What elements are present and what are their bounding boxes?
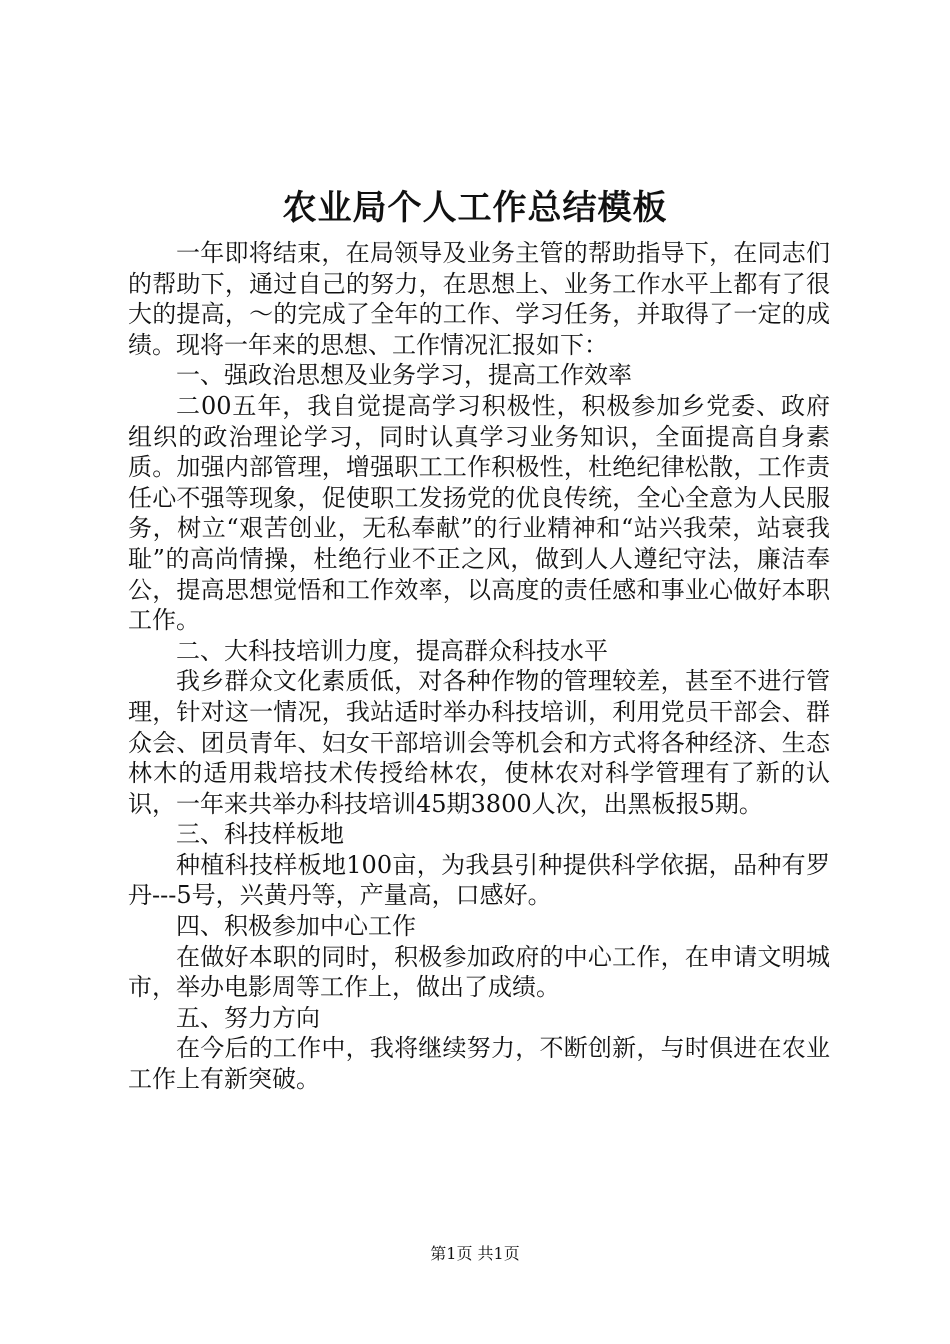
paragraph-section-5: 在今后的工作中，我将继续努力，不断创新，与时俱进在农业工作上有新突破。 xyxy=(128,1034,830,1094)
paragraph-section-1: 二00五年，我自觉提高学习积极性，积极参加乡党委、政府组织的政治理论学习，同时认真学习业务知识，全面提高自身素质。加强内部管理，增强职工工作积极性，杜绝纪律松散，工作责任心不强等现象，促使职工发扬党的优良传统，全心全意为人民服务，树立“艰苦创业，无私奉献”的行业精神和“站兴我荣，站衰我耻”的高尚情操，杜绝行业不正之风，做到人人遵纪守法，廉洁奉公，提高思想觉悟和工作效率，以高度的责任感和事业心做好本职工作。 xyxy=(128,391,830,635)
paragraph-intro: 一年即将结束，在局领导及业务主管的帮助指导下，在同志们的帮助下，通过自己的努力，在思想上、业务工作水平上都有了很大的提高，～的完成了全年的工作、学习任务，并取得了一定的成绩。现将一年来的思想、工作情况汇报如下： xyxy=(128,239,830,359)
section-heading-2: 二、大科技培训力度，提高群众科技水平 xyxy=(176,636,608,665)
section-heading-3: 三、科技样板地 xyxy=(176,820,344,849)
section-heading-1: 一、强政治思想及业务学习，提高工作效率 xyxy=(176,361,632,390)
document-body xyxy=(128,238,830,1095)
document-title: 农业局个人工作总结模板 xyxy=(282,188,668,228)
page-footer: 第1页 共1页 xyxy=(430,1244,520,1263)
section-heading-5: 五、努力方向 xyxy=(176,1003,320,1032)
paragraph-section-3: 种植科技样板地100亩，为我县引种提供科学依据，品种有罗丹---5号，兴黄丹等，产量高，口感好。 xyxy=(128,850,830,910)
paragraph-section-4: 在做好本职的同时，积极参加政府的中心工作，在申请文明城市，举办电影周等工作上，做出了成绩。 xyxy=(128,942,830,1002)
section-heading-4: 四、积极参加中心工作 xyxy=(176,912,416,941)
paragraph-section-2: 我乡群众文化素质低，对各种作物的管理较差，甚至不进行管理，针对这一情况，我站适时举办科技培训，利用党员干部会、群众会、团员青年、妇女干部培训会等机会和方式将各种经济、生态林木的适用栽培技术传授给林农，使林农对科学管理有了新的认识，一年来共举办科技培训45期3800人次，出黑板报5期。 xyxy=(128,667,830,818)
